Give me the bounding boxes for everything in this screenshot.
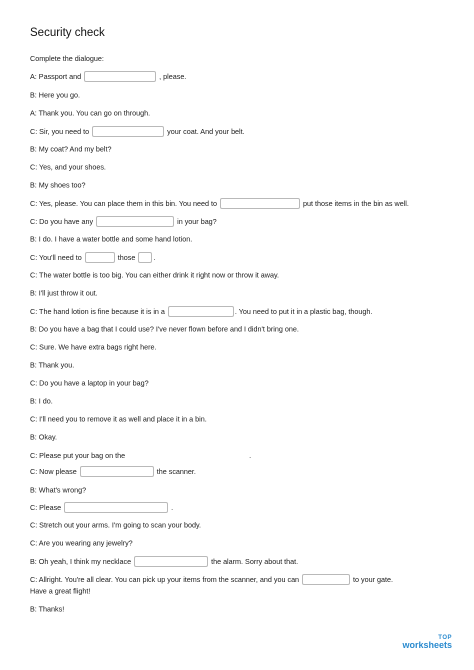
dialogue-line bbox=[30, 162, 106, 172]
dialogue-text: C: Do you have any bbox=[30, 217, 96, 226]
dialogue-text: C: Allright. You're all clear. You can pick up your items from the scanner, and you can bbox=[30, 575, 302, 584]
page-title: Security check bbox=[30, 27, 105, 39]
dialogue-text: C: Please bbox=[30, 503, 64, 512]
dialogue-text: B: What's wrong? bbox=[30, 485, 87, 495]
answer-blank-input[interactable] bbox=[92, 126, 164, 137]
dialogue-line bbox=[30, 90, 80, 100]
dialogue-text: , please. bbox=[157, 72, 187, 81]
dialogue-line bbox=[30, 450, 251, 461]
dialogue-text: C: Do you have a laptop in your bag? bbox=[30, 378, 149, 388]
dialogue-text: C: Please put your bag on the bbox=[30, 451, 128, 460]
dialogue-text: C: The hand lotion is fine because it is in a bbox=[30, 307, 167, 316]
dialogue-text: B: Okay. bbox=[30, 432, 58, 442]
dialogue-text: Have a great flight! bbox=[30, 586, 91, 596]
dialogue-text: C: Yes, please. You can place them in this bin. You need to bbox=[30, 199, 220, 208]
dialogue-text: B: Thank you. bbox=[30, 360, 75, 370]
answer-blank-input[interactable] bbox=[128, 450, 248, 461]
dialogue-text: B: Do you have a bag that I could use? I've never flown before and I didn't bring one. bbox=[30, 324, 299, 334]
answer-blank-input[interactable] bbox=[96, 216, 174, 227]
dialogue-line bbox=[30, 556, 298, 567]
dialogue-text: to your gate. bbox=[351, 575, 394, 584]
dialogue-text: . bbox=[249, 451, 252, 460]
dialogue-line bbox=[30, 378, 149, 388]
answer-blank-input[interactable] bbox=[134, 556, 208, 567]
dialogue-line bbox=[30, 360, 74, 370]
dialogue-line bbox=[30, 288, 98, 298]
dialogue-line bbox=[30, 180, 86, 190]
dialogue-line bbox=[30, 198, 409, 209]
dialogue-text: C: Yes, and your shoes. bbox=[30, 162, 106, 172]
dialogue-line bbox=[30, 306, 372, 317]
dialogue-line bbox=[30, 586, 90, 596]
instructions: Complete the dialogue: bbox=[30, 54, 104, 63]
dialogue-text: C: Now please bbox=[30, 467, 79, 476]
dialogue-line bbox=[30, 466, 196, 477]
dialogue-text: C: Stretch out your arms. I'm going to scan your body. bbox=[30, 520, 202, 530]
dialogue-text: A: Thank you. You can go on through. bbox=[30, 108, 151, 118]
dialogue-text: B: Here you go. bbox=[30, 90, 80, 100]
dialogue-text: C: Sir, you need to bbox=[30, 127, 92, 136]
dialogue-line bbox=[30, 216, 217, 227]
dialogue-text: B: I do. I have a water bottle and some hand lotion. bbox=[30, 234, 193, 244]
dialogue-line bbox=[30, 252, 155, 263]
dialogue-text: your coat. And your belt. bbox=[165, 127, 245, 136]
dialogue-line bbox=[30, 71, 186, 82]
dialogue-text: C: Are you wearing any jewelry? bbox=[30, 538, 133, 548]
dialogue-text: B: I'll just throw it out. bbox=[30, 288, 98, 298]
dialogue-line bbox=[30, 108, 150, 118]
answer-blank-input[interactable] bbox=[168, 306, 234, 317]
dialogue-line bbox=[30, 604, 64, 614]
answer-blank-input[interactable] bbox=[84, 71, 156, 82]
dialogue-line bbox=[30, 414, 207, 424]
dialogue-line bbox=[30, 342, 157, 352]
dialogue-text: B: My shoes too? bbox=[30, 180, 86, 190]
answer-blank-input[interactable] bbox=[80, 466, 154, 477]
dialogue-line bbox=[30, 520, 201, 530]
answer-blank-input[interactable] bbox=[138, 252, 152, 263]
dialogue-text: A: Passport and bbox=[30, 72, 84, 81]
dialogue-text: B: Oh yeah, I think my necklace bbox=[30, 557, 134, 566]
dialogue-text: the alarm. Sorry about that. bbox=[209, 557, 299, 566]
dialogue-text: B: Thanks! bbox=[30, 604, 65, 614]
dialogue-line bbox=[30, 234, 192, 244]
dialogue-line bbox=[30, 574, 393, 585]
dialogue-text: in your bag? bbox=[175, 217, 217, 226]
dialogue-text: . bbox=[153, 253, 156, 262]
dialogue-line bbox=[30, 144, 112, 154]
dialogue-line bbox=[30, 396, 53, 406]
dialogue-text: C: You'll need to bbox=[30, 253, 84, 262]
answer-blank-input[interactable] bbox=[85, 252, 115, 263]
dialogue-line bbox=[30, 126, 245, 137]
answer-blank-input[interactable] bbox=[302, 574, 350, 585]
dialogue-text: . You need to put it in a plastic bag, though. bbox=[234, 307, 373, 316]
dialogue-text: the scanner. bbox=[154, 467, 196, 476]
dialogue-line bbox=[30, 485, 86, 495]
dialogue-text: B: My coat? And my belt? bbox=[30, 144, 112, 154]
logo-worksheets-text: worksheets bbox=[402, 640, 452, 650]
dialogue-text: C: I'll need you to remove it as well and place it in a bin. bbox=[30, 414, 207, 424]
dialogue-text: B: I do. bbox=[30, 396, 53, 406]
answer-blank-input[interactable] bbox=[220, 198, 300, 209]
dialogue-line bbox=[30, 538, 133, 548]
dialogue-line bbox=[30, 270, 279, 280]
dialogue-text: put those items in the bin as well. bbox=[301, 199, 409, 208]
dialogue-text: C: The water bottle is too big. You can either drink it right now or throw it away. bbox=[30, 270, 280, 280]
dialogue-line bbox=[30, 502, 173, 513]
dialogue-text: C: Sure. We have extra bags right here. bbox=[30, 342, 157, 352]
dialogue-text: those bbox=[115, 253, 138, 262]
dialogue-line bbox=[30, 432, 57, 442]
topworksheets-logo bbox=[402, 635, 452, 650]
answer-blank-input[interactable] bbox=[64, 502, 168, 513]
dialogue-line bbox=[30, 324, 299, 334]
dialogue-text: . bbox=[169, 503, 174, 512]
logo-top-text: TOP bbox=[438, 635, 452, 641]
